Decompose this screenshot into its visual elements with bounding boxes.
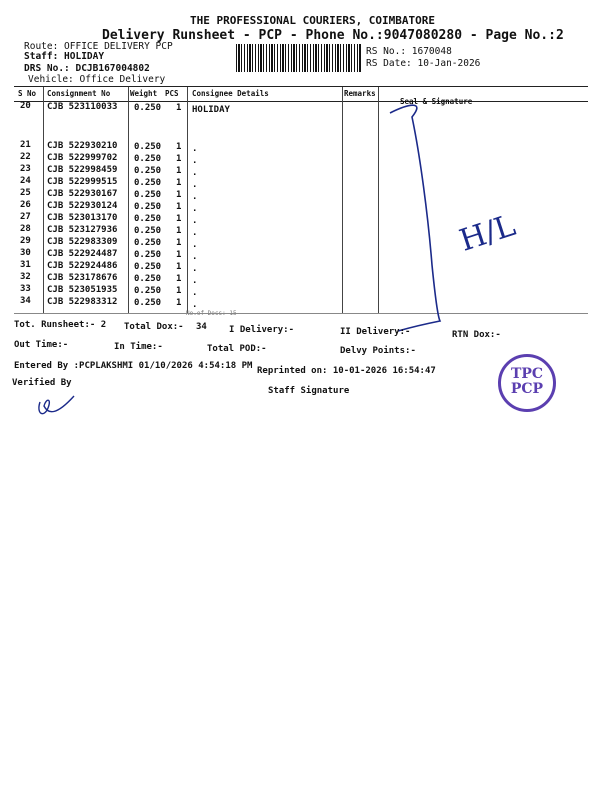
out-time: Out Time:- bbox=[14, 340, 69, 350]
company-stamp bbox=[498, 354, 556, 412]
cell-consignment: CJB 522999515 bbox=[47, 177, 118, 187]
cell-sno: 26 bbox=[20, 200, 31, 210]
cell-consignment: CJB 522924486 bbox=[47, 261, 118, 271]
route-label: Route: OFFICE DELIVERY PCP bbox=[24, 41, 173, 52]
entered-by: Entered By :PCPLAKSHMI 01/10/2026 4:54:18 PM bbox=[14, 361, 253, 371]
cell-details: . bbox=[192, 180, 198, 190]
cell-details: . bbox=[192, 168, 198, 178]
in-time: In Time:- bbox=[114, 342, 163, 352]
col-divider bbox=[342, 87, 343, 313]
i-delivery: I Delivery:- bbox=[229, 325, 295, 335]
cell-details: . bbox=[192, 288, 198, 298]
verifier-signature bbox=[34, 392, 78, 422]
cell-details: . bbox=[192, 192, 198, 202]
company-name: THE PROFESSIONAL COURIERS, COIMBATORE bbox=[190, 14, 436, 27]
cell-pcs: 1 bbox=[176, 142, 182, 152]
handwritten-note: H/L bbox=[455, 208, 520, 259]
vehicle-label: Vehicle: Office Delivery bbox=[28, 74, 166, 85]
cell-weight: 0.250 bbox=[134, 250, 162, 260]
cell-pcs: 1 bbox=[176, 202, 182, 212]
cell-pcs: 1 bbox=[176, 166, 182, 176]
cell-details: . bbox=[192, 300, 198, 310]
col-divider bbox=[43, 87, 44, 313]
col-consignment: Consignment No bbox=[47, 89, 111, 98]
cell-sno: 21 bbox=[20, 140, 31, 150]
cell-sno: 32 bbox=[20, 272, 31, 282]
cell-weight: 0.250 bbox=[134, 298, 162, 308]
cell-consignment: CJB 522924487 bbox=[47, 249, 118, 259]
cell-sno: 34 bbox=[20, 296, 31, 306]
cell-weight: 0.250 bbox=[134, 154, 162, 164]
cell-details: HOLIDAY bbox=[192, 105, 230, 115]
col-divider bbox=[378, 87, 379, 313]
cell-weight: 0.250 bbox=[134, 103, 162, 113]
cell-consignment: CJB 522983312 bbox=[47, 297, 118, 307]
col-divider bbox=[128, 87, 129, 313]
cell-consignment: CJB 522998459 bbox=[47, 165, 118, 175]
cell-sno: 29 bbox=[20, 236, 31, 246]
cell-sno: 27 bbox=[20, 212, 31, 222]
rtn-dox: RTN Dox:- bbox=[452, 330, 501, 340]
cell-consignment: CJB 522930124 bbox=[47, 201, 118, 211]
cell-weight: 0.250 bbox=[134, 226, 162, 236]
cell-sno: 31 bbox=[20, 260, 31, 270]
stamp-line-2: PCP bbox=[510, 381, 544, 397]
cell-consignment: CJB 522983309 bbox=[47, 237, 118, 247]
col-sno: S No bbox=[18, 89, 37, 98]
delvy-points: Delvy Points:- bbox=[340, 346, 416, 356]
cell-pcs: 1 bbox=[176, 298, 182, 308]
cell-pcs: 1 bbox=[176, 154, 182, 164]
cell-sno: 25 bbox=[20, 188, 31, 198]
cell-consignment: CJB 522930167 bbox=[47, 189, 118, 199]
cell-consignment: CJB 523013170 bbox=[47, 213, 118, 223]
table-top-rule bbox=[14, 86, 588, 87]
col-consignee: Consignee Details bbox=[192, 89, 269, 98]
cell-consignment: CJB 522999702 bbox=[47, 153, 118, 163]
ii-delivery: II Delivery:- bbox=[340, 327, 411, 337]
col-weight: Weight bbox=[130, 89, 158, 98]
cell-pcs: 1 bbox=[176, 214, 182, 224]
drs-number: DRS No.: DCJB167004802 bbox=[24, 63, 150, 74]
cell-pcs: 1 bbox=[176, 286, 182, 296]
cell-sno: 24 bbox=[20, 176, 31, 186]
cell-weight: 0.250 bbox=[134, 274, 162, 284]
total-dox-value: 34 bbox=[196, 322, 207, 332]
cell-consignment: CJB 522930210 bbox=[47, 141, 118, 151]
col-pcs: PCS bbox=[165, 89, 179, 98]
cell-weight: 0.250 bbox=[134, 262, 162, 272]
stamp-line-1: TPC bbox=[510, 366, 544, 382]
tot-runsheet: Tot. Runsheet:- 2 bbox=[14, 320, 107, 330]
cell-sno: 28 bbox=[20, 224, 31, 234]
cell-consignment: CJB 523051935 bbox=[47, 285, 118, 295]
cell-sno: 30 bbox=[20, 248, 31, 258]
total-pod: Total POD:- bbox=[207, 344, 267, 354]
reprinted-on: Reprinted on: 10-01-2026 16:54:47 bbox=[257, 366, 436, 376]
cell-weight: 0.250 bbox=[134, 142, 162, 152]
col-remarks: Remarks bbox=[344, 89, 376, 98]
cell-sno: 33 bbox=[20, 284, 31, 294]
cell-details: . bbox=[192, 156, 198, 166]
cell-pcs: 1 bbox=[176, 103, 182, 113]
cell-sno: 22 bbox=[20, 152, 31, 162]
cell-pcs: 1 bbox=[176, 226, 182, 236]
staff-label: Staff: HOLIDAY bbox=[24, 51, 105, 62]
cell-weight: 0.250 bbox=[134, 178, 162, 188]
cell-pcs: 1 bbox=[176, 262, 182, 272]
cell-pcs: 1 bbox=[176, 274, 182, 284]
cell-weight: 0.250 bbox=[134, 286, 162, 296]
col-seal-signature: Seal & Signature bbox=[400, 97, 473, 106]
signature-scribble bbox=[380, 95, 530, 335]
staff-signature: Staff Signature bbox=[268, 386, 350, 396]
verified-by: Verified By bbox=[12, 378, 72, 388]
cell-consignment: CJB 523178676 bbox=[47, 273, 118, 283]
cell-details: . bbox=[192, 252, 198, 262]
rs-date: RS Date: 10-Jan-2026 bbox=[366, 58, 481, 69]
cell-weight: 0.250 bbox=[134, 202, 162, 212]
cell-details: . bbox=[192, 240, 198, 250]
cell-weight: 0.250 bbox=[134, 238, 162, 248]
cell-details: . bbox=[192, 264, 198, 274]
cell-pcs: 1 bbox=[176, 238, 182, 248]
cell-details: . bbox=[192, 144, 198, 154]
cell-sno: 23 bbox=[20, 164, 31, 174]
col-divider bbox=[187, 87, 188, 313]
cell-details: . bbox=[192, 228, 198, 238]
cell-weight: 0.250 bbox=[134, 166, 162, 176]
runsheet-title: Delivery Runsheet - PCP - Phone No.:9047080280 - Page No.:2 bbox=[102, 28, 564, 43]
barcode bbox=[236, 44, 362, 72]
cell-details: . bbox=[192, 216, 198, 226]
cell-consignment: CJB 523127936 bbox=[47, 225, 118, 235]
rs-number: RS No.: 1670048 bbox=[366, 46, 452, 57]
cell-weight: 0.250 bbox=[134, 214, 162, 224]
cell-details: . bbox=[192, 204, 198, 214]
cell-pcs: 1 bbox=[176, 250, 182, 260]
cell-weight: 0.250 bbox=[134, 190, 162, 200]
total-dox-label: Total Dox:- bbox=[124, 322, 184, 332]
cell-sno: 20 bbox=[20, 101, 31, 111]
cell-pcs: 1 bbox=[176, 178, 182, 188]
cell-consignment: CJB 523110033 bbox=[47, 102, 118, 112]
cell-details: . bbox=[192, 276, 198, 286]
cell-pcs: 1 bbox=[176, 190, 182, 200]
